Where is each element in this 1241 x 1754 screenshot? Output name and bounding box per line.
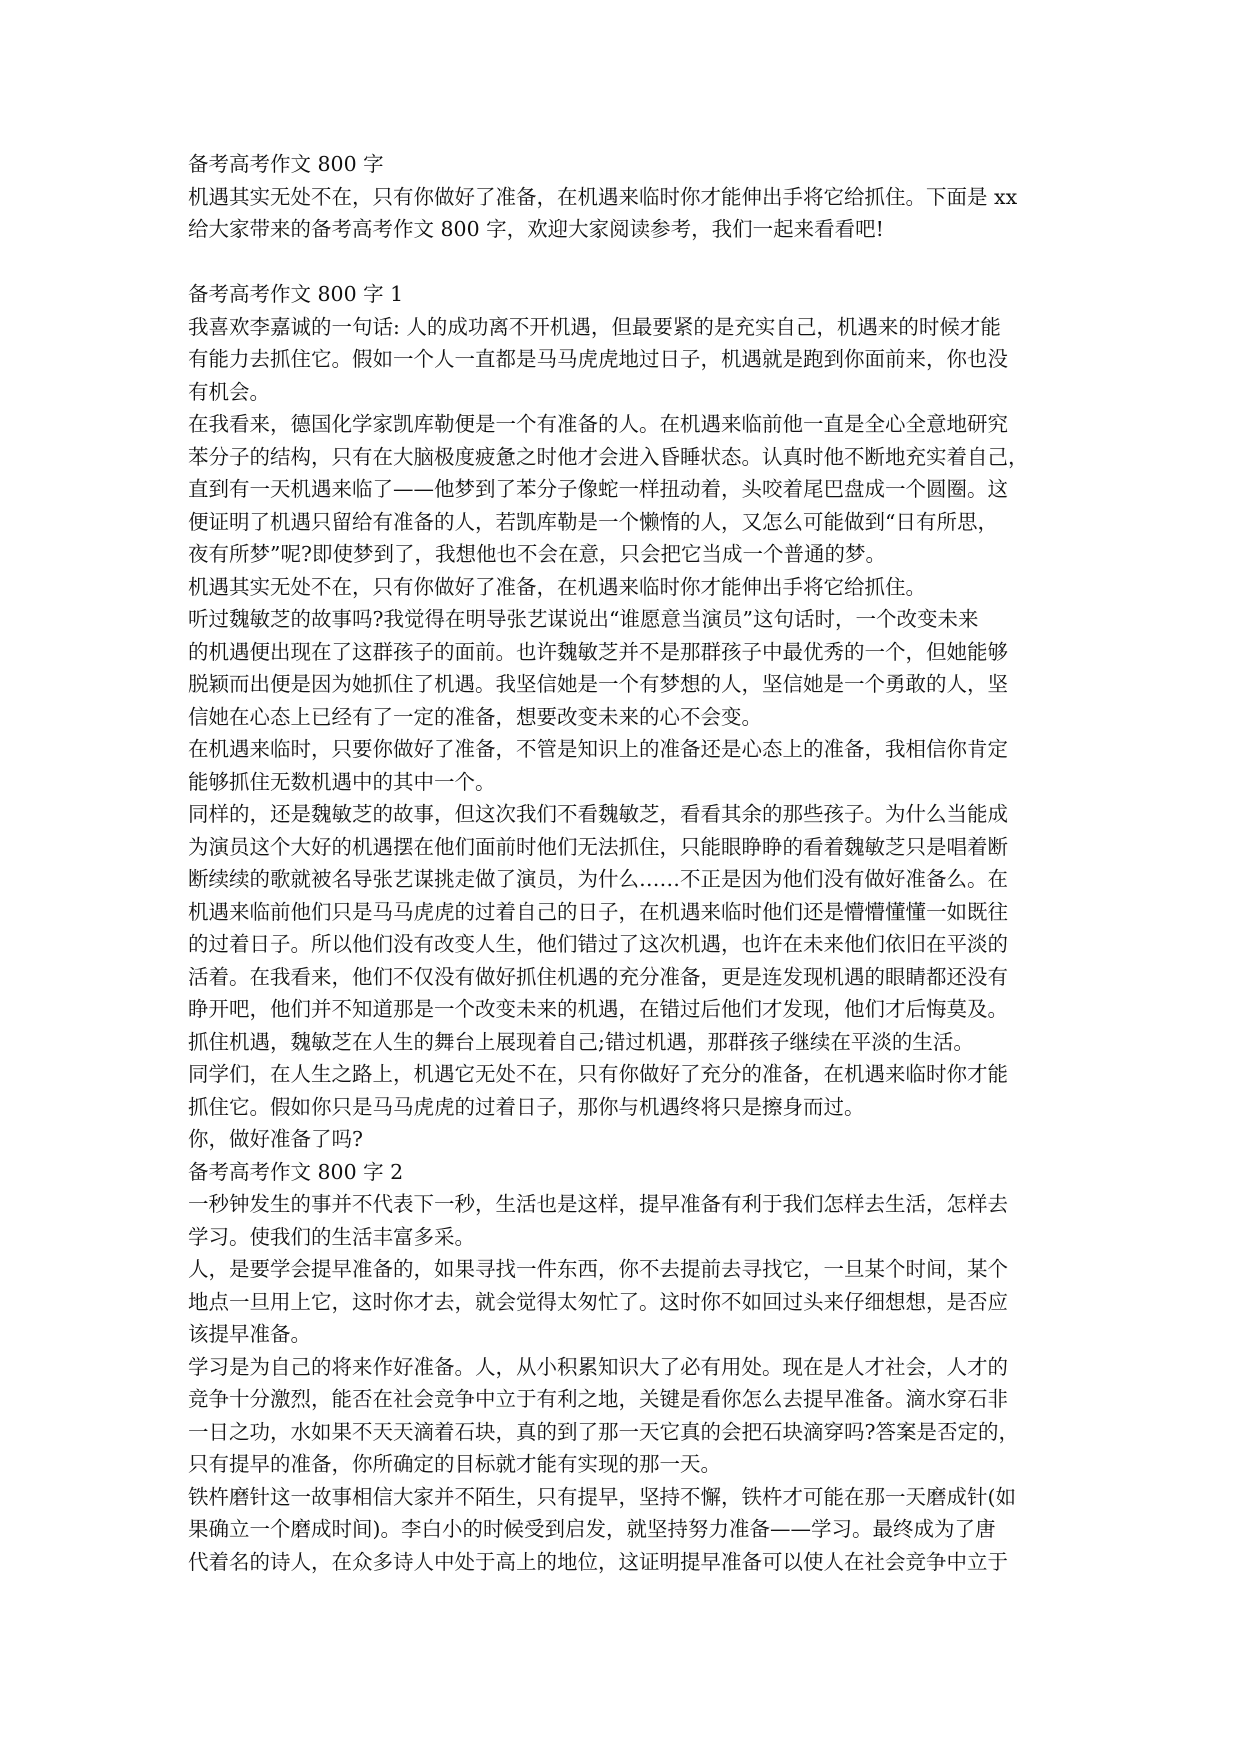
text-line: 一日之功，水如果不天天滴着石块，真的到了那一天它真的会把石块滴穿吗?答案是否定的， bbox=[188, 1419, 1019, 1444]
paragraph-gap bbox=[188, 246, 1076, 279]
text-line: 苯分子的结构，只有在大脑极度疲惫之时他才会进入昏睡状态。认真时他不断地充实着自己， bbox=[188, 444, 1029, 469]
text-line: 竞争十分激烈，能否在社会竞争中立于有利之地，关键是看你怎么去提早准备。滴水穿石非 bbox=[188, 1387, 1008, 1411]
section-1-heading: 备考高考作文 800 字 1 bbox=[188, 282, 404, 306]
text-line: 学习是为自己的将来作好准备。人，从小积累知识大了必有用处。现在是人才社会，人才的 bbox=[188, 1354, 1008, 1379]
text-line: 学习。使我们的生活丰富多采。 bbox=[188, 1224, 475, 1249]
text-line: 为演员这个大好的机遇摆在他们面前时他们无法抓住，只能眼睁睁的看着魏敏芝只是唱着断 bbox=[188, 834, 1008, 859]
text-line: 机遇其实无处不在，只有你做好了准备，在机遇来临时你才能伸出手将它给抓住。 bbox=[188, 574, 926, 599]
text-line: 抓住它。假如你只是马马虎虎的过着日子，那你与机遇终将只是擦身而过。 bbox=[188, 1094, 865, 1119]
text-line: 活着。在我看来，他们不仅没有做好抓住机遇的充分准备，更是连发现机遇的眼睛都还没有 bbox=[188, 964, 1008, 989]
section-1-body bbox=[188, 311, 1076, 1156]
text-line: 同样的，还是魏敏芝的故事，但这次我们不看魏敏芝，看看其余的那些孩子。为什么当能成 bbox=[188, 802, 1008, 826]
text-line: 睁开吧，他们并不知道那是一个改变未来的机遇，在错过后他们才发现，他们才后悔莫及。 bbox=[188, 997, 1008, 1021]
text-line: 一秒钟发生的事并不代表下一秒，生活也是这样，提早准备有利于我们怎样去生活，怎样去 bbox=[188, 1192, 1008, 1216]
text-line: 直到有一天机遇来临了——他梦到了苯分子像蛇一样扭动着，头咬着尾巴盘成一个圆圈。这 bbox=[188, 477, 1008, 501]
document-page bbox=[188, 148, 1076, 1578]
text-line: 夜有所梦”呢?即使梦到了，我想他也不会在意，只会把它当成一个普通的梦。 bbox=[188, 542, 886, 566]
text-line: 在机遇来临时，只要你做好了准备，不管是知识上的准备还是心态上的准备，我相信你肯定 bbox=[188, 737, 1008, 761]
text-line: 有机会。 bbox=[188, 379, 270, 404]
intro-line: 给大家带来的备考高考作文 800 字，欢迎大家阅读参考，我们一起来看看吧! bbox=[188, 217, 884, 241]
text-line: 机遇来临前他们只是马马虎虎的过着自己的日子，在机遇来临时他们还是懵懵懂懂一如既往 bbox=[188, 899, 1008, 924]
text-line: 能够抓住无数机遇中的其中一个。 bbox=[188, 769, 496, 794]
text-line: 的机遇便出现在了这群孩子的面前。也许魏敏芝并不是那群孩子中最优秀的一个，但她能够 bbox=[188, 639, 1008, 664]
text-line: 有能力去抓住它。假如一个人一直都是马马虎虎地过日子，机遇就是跑到你面前来，你也没 bbox=[188, 347, 1008, 371]
intro-line: 机遇其实无处不在，只有你做好了准备，在机遇来临时你才能伸出手将它给抓住。下面是 xx bbox=[188, 184, 1018, 209]
text-line: 便证明了机遇只留给有准备的人，若凯库勒是一个懒惰的人，又怎么可能做到“日有所思， bbox=[188, 509, 998, 534]
text-line: 人，是要学会提早准备的，如果寻找一件东西，你不去提前去寻找它，一旦某个时间，某个 bbox=[188, 1257, 1008, 1281]
text-line: 的过着日子。所以他们没有改变人生，他们错过了这次机遇，也许在未来他们依旧在平淡的 bbox=[188, 932, 1008, 956]
text-line: 地点一旦用上它，这时你才去，就会觉得太匆忙了。这时你不如回过头来仔细想想，是否应 bbox=[188, 1289, 1008, 1314]
document-title: 备考高考作文 800 字 bbox=[188, 152, 384, 176]
text-line: 只有提早的准备，你所确定的目标就才能有实现的那一天。 bbox=[188, 1452, 721, 1476]
text-line: 该提早准备。 bbox=[188, 1322, 311, 1346]
section-2-heading: 备考高考作文 800 字 2 bbox=[188, 1159, 404, 1184]
text-line: 我喜欢李嘉诚的一句话: 人的成功离不开机遇，但最要紧的是充实自己，机遇来的时候才能 bbox=[188, 314, 1001, 339]
text-line: 听过魏敏芝的故事吗?我觉得在明导张艺谋说出“谁愿意当演员”这句话时，一个改变未来 bbox=[188, 607, 979, 631]
text-line: 断续续的歌就被名导张艺谋挑走做了演员，为什么……不正是因为他们没有做好准备么。在 bbox=[188, 867, 1008, 891]
text-line: 代着名的诗人，在众多诗人中处于高上的地位，这证明提早准备可以使人在社会竞争中立于 bbox=[188, 1549, 1008, 1574]
text-line: 抓住机遇，魏敏芝在人生的舞台上展现着自己;错过机遇，那群孩子继续在平淡的生活。 bbox=[188, 1029, 974, 1054]
text-line: 脱颖而出便是因为她抓住了机遇。我坚信她是一个有梦想的人，坚信她是一个勇敢的人，坚 bbox=[188, 672, 1008, 696]
section-2-body bbox=[188, 1188, 1076, 1578]
text-line: 铁杵磨针这一故事相信大家并不陌生，只有提早，坚持不懈，铁杵才可能在那一天磨成针(如 bbox=[188, 1484, 1016, 1509]
text-line: 果确立一个磨成时间)。李白小的时候受到启发，就坚持努力准备——学习。最终成为了唐 bbox=[188, 1517, 996, 1541]
text-line: 你，做好准备了吗? bbox=[188, 1127, 363, 1151]
text-line: 同学们，在人生之路上，机遇它无处不在，只有你做好了充分的准备，在机遇来临时你才能 bbox=[188, 1062, 1008, 1086]
text-line: 信她在心态上已经有了一定的准备，想要改变未来的心不会变。 bbox=[188, 704, 762, 729]
text-line: 在我看来，德国化学家凯库勒便是一个有准备的人。在机遇来临前他一直是全心全意地研究 bbox=[188, 412, 1008, 436]
